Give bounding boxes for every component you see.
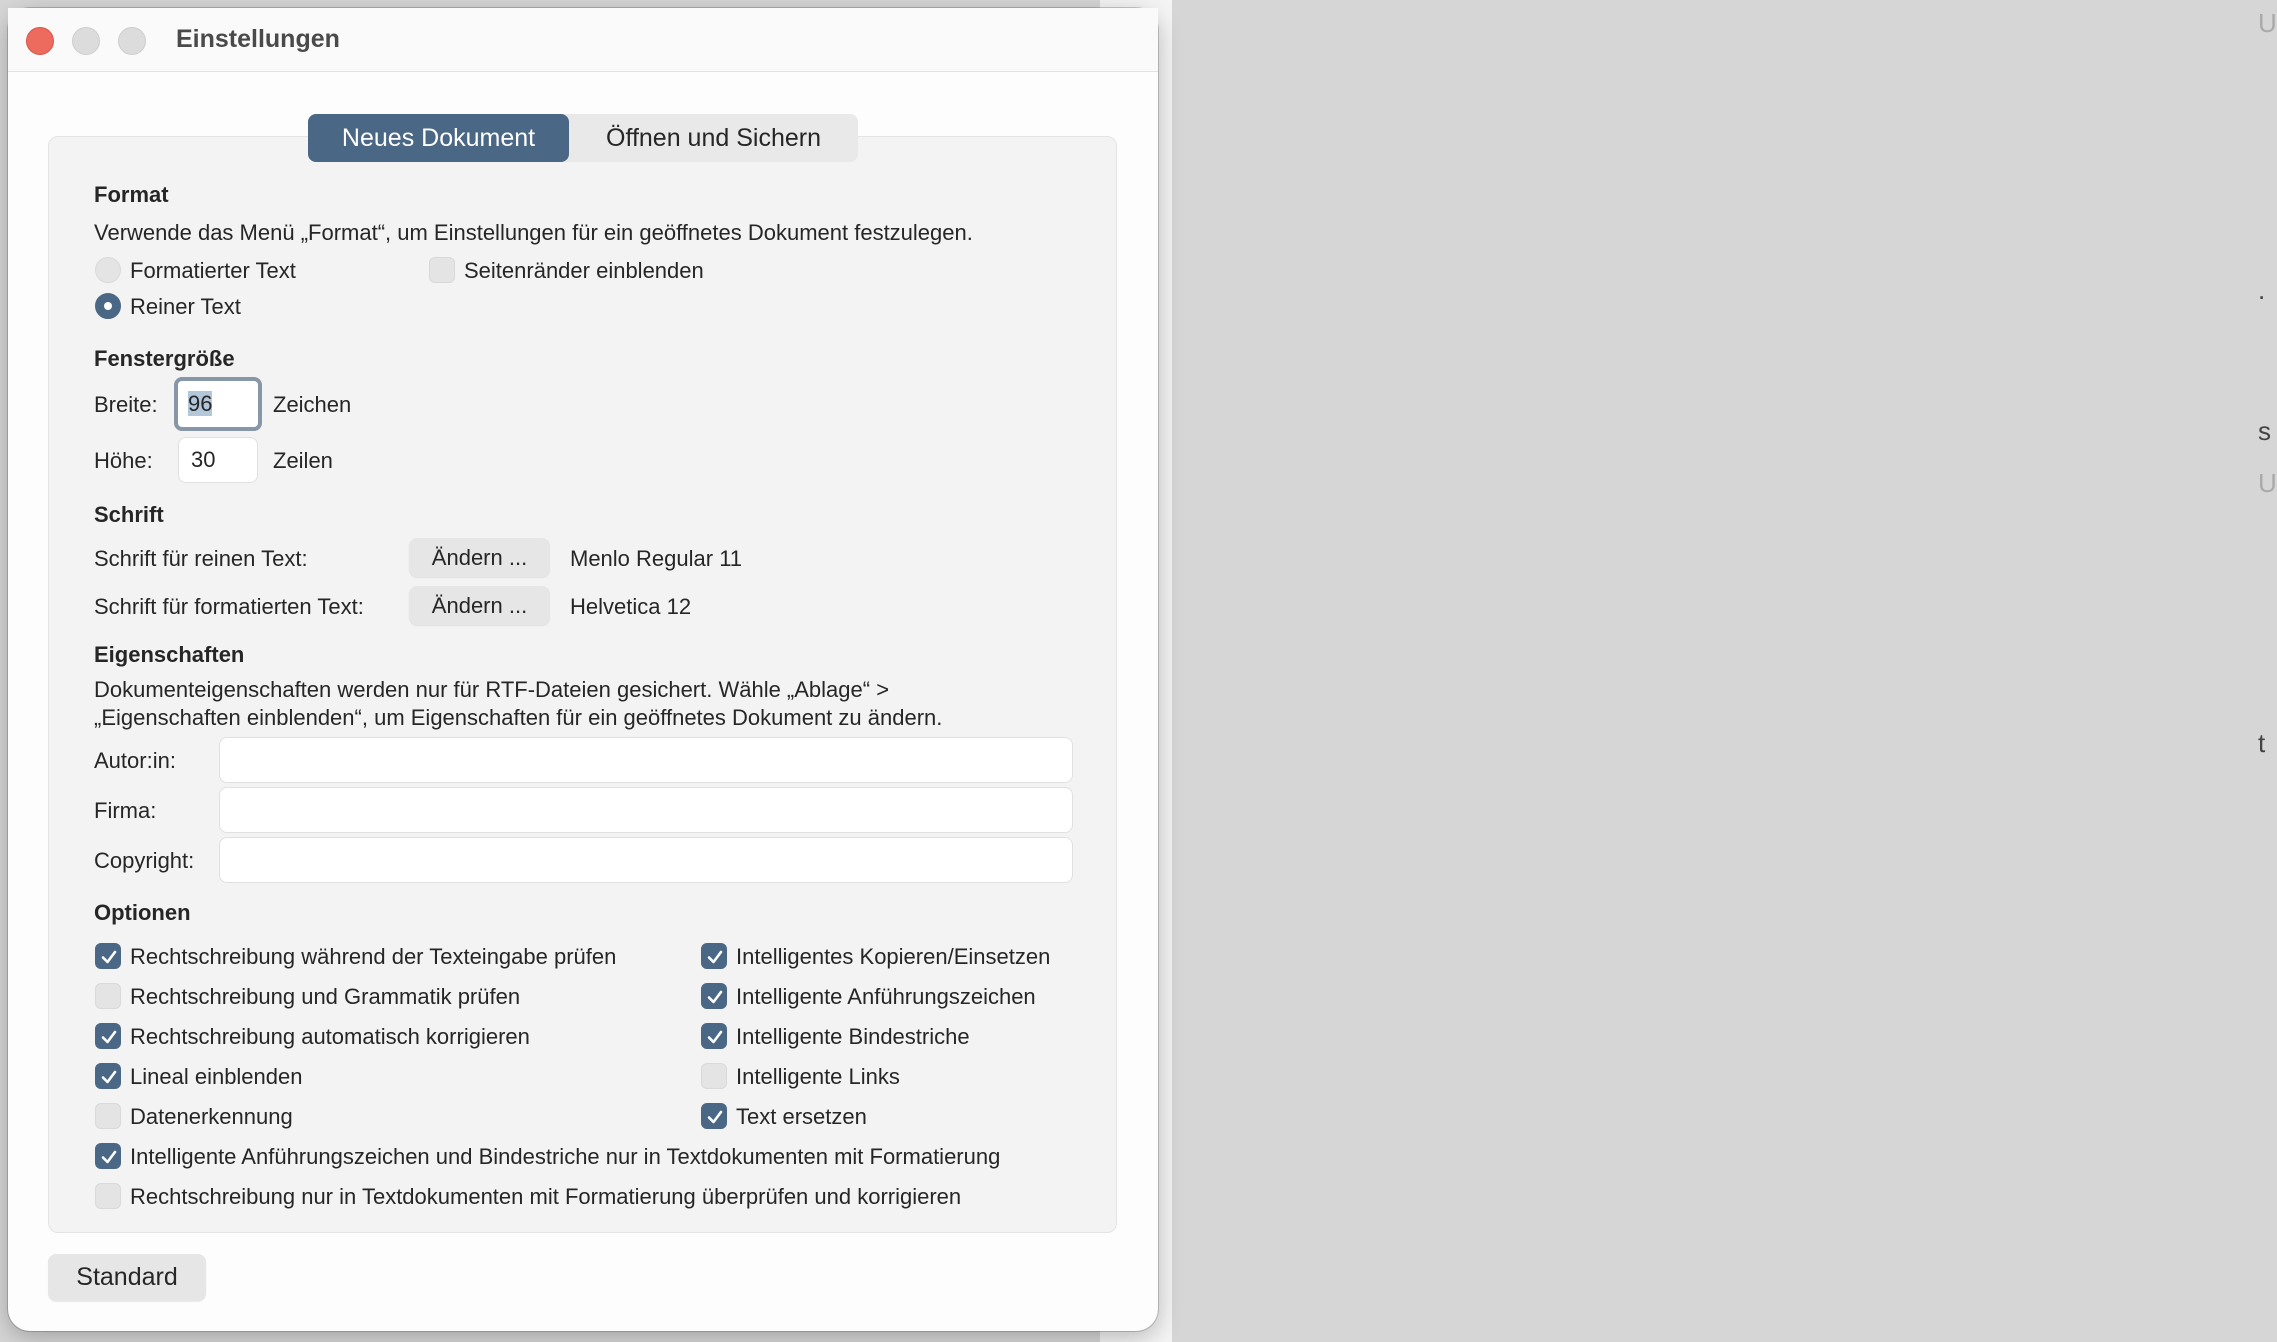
author-input[interactable]: [219, 737, 1073, 783]
option-label: Datenerkennung: [130, 1104, 293, 1129]
checkmark-icon: [99, 1147, 119, 1167]
options-heading: Optionen: [94, 900, 191, 925]
format-heading: Format: [94, 182, 169, 207]
checkbox-smart-links[interactable]: [701, 1063, 727, 1089]
font-heading: Schrift: [94, 502, 164, 527]
background-glyph: .: [2258, 275, 2266, 305]
checkbox-check-spelling-while-typing[interactable]: [95, 943, 121, 969]
rich-font-value: Helvetica 12: [570, 594, 692, 619]
option-label: Text ersetzen: [736, 1104, 867, 1129]
checkbox-smart-quotes[interactable]: [701, 983, 727, 1009]
checkbox-text-replacement[interactable]: [701, 1103, 727, 1129]
checkmark-icon: [705, 1027, 725, 1047]
checkmark-icon: [705, 987, 725, 1007]
copyright-input[interactable]: [219, 837, 1073, 883]
window-size-heading: Fenstergröße: [94, 346, 235, 371]
checkbox-smart-dashes[interactable]: [701, 1023, 727, 1049]
checkbox-smart-copy-paste[interactable]: [701, 943, 727, 969]
background-glyph: t: [2258, 728, 2266, 758]
checkmark-icon: [705, 947, 725, 967]
option-label: Rechtschreibung und Grammatik prüfen: [130, 984, 521, 1009]
author-label: Autor:in:: [94, 748, 176, 773]
option-label: Intelligente Anführungszeichen: [736, 984, 1036, 1009]
option-label: Lineal einblenden: [130, 1064, 303, 1089]
width-input[interactable]: [174, 377, 262, 431]
background-glyph: s: [2258, 416, 2271, 446]
background-glyph: U: [2258, 8, 2277, 38]
height-input-value: 30: [191, 447, 216, 472]
close-button[interactable]: [26, 27, 54, 55]
checkbox-spelling-rich-only[interactable]: [95, 1183, 121, 1209]
radio-rich-text-label: Formatierter Text: [130, 258, 296, 283]
checkbox-data-detectors[interactable]: [95, 1103, 121, 1129]
option-label: Intelligentes Kopieren/Einsetzen: [736, 944, 1051, 969]
checkbox-auto-correct-spelling[interactable]: [95, 1023, 121, 1049]
width-label: Breite:: [94, 392, 158, 417]
tab-new-document[interactable]: Neues Dokument: [308, 114, 569, 162]
change-rich-font-button[interactable]: Ändern ...: [409, 586, 550, 625]
copyright-label: Copyright:: [94, 848, 195, 873]
settings-window: [8, 8, 1158, 1331]
restore-defaults-button[interactable]: Standard: [48, 1254, 206, 1301]
change-plain-font-button[interactable]: Ändern ...: [409, 538, 550, 577]
properties-description-line2: „Eigenschaften einblenden“, um Eigenschaften für ein geöffnetes Dokument zu ändern.: [94, 705, 943, 730]
checkmark-icon: [99, 1027, 119, 1047]
radio-plain-text-label: Reiner Text: [130, 294, 241, 319]
minimize-button[interactable]: [72, 27, 100, 55]
company-label: Firma:: [94, 798, 157, 823]
title-bar: [8, 8, 1158, 72]
height-label: Höhe:: [94, 448, 153, 473]
company-input[interactable]: [219, 787, 1073, 833]
properties-heading: Eigenschaften: [94, 642, 245, 667]
checkmark-icon: [705, 1107, 725, 1127]
checkbox-check-grammar[interactable]: [95, 983, 121, 1009]
checkbox-show-ruler[interactable]: [95, 1063, 121, 1089]
tab-bar: [308, 114, 858, 162]
height-input[interactable]: [178, 437, 258, 483]
radio-rich-text[interactable]: [95, 257, 121, 283]
format-description: Verwende das Menü „Format“, um Einstellungen für ein geöffnetes Dokument festzulegen.: [94, 220, 973, 245]
plain-font-value: Menlo Regular 11: [570, 546, 743, 571]
background-glyph: U: [2258, 468, 2277, 498]
checkmark-icon: [99, 1067, 119, 1087]
option-label: Rechtschreibung während der Texteingabe prüfen: [130, 944, 617, 969]
width-unit: Zeichen: [273, 392, 352, 417]
checkmark-icon: [99, 947, 119, 967]
option-label: Intelligente Links: [736, 1064, 900, 1089]
checkbox-smart-quotes-rich-only[interactable]: [95, 1143, 121, 1169]
option-label: Rechtschreibung automatisch korrigieren: [130, 1024, 530, 1049]
tab-open-and-save[interactable]: Öffnen und Sichern: [606, 124, 821, 152]
properties-description-line1: Dokumenteigenschaften werden nur für RTF-Dateien gesichert. Wähle „Ablage“ >: [94, 677, 890, 702]
option-label: Rechtschreibung nur in Textdokumenten mit Formatierung überprüfen und korrigieren: [130, 1184, 962, 1209]
width-input-value: 96: [188, 391, 213, 416]
rich-font-label: Schrift für formatierten Text:: [94, 594, 364, 619]
option-label: Intelligente Anführungszeichen und Bindestriche nur in Textdokumenten mit Formatierung: [130, 1144, 1001, 1169]
checkbox-show-margins[interactable]: [429, 257, 455, 283]
window-title: Einstellungen: [176, 25, 340, 53]
option-label: Intelligente Bindestriche: [736, 1024, 970, 1049]
height-unit: Zeilen: [273, 448, 333, 473]
plain-font-label: Schrift für reinen Text:: [94, 546, 308, 571]
radio-plain-text[interactable]: [95, 293, 121, 319]
zoom-button[interactable]: [118, 27, 146, 55]
checkbox-show-margins-label: Seitenränder einblenden: [464, 258, 704, 283]
